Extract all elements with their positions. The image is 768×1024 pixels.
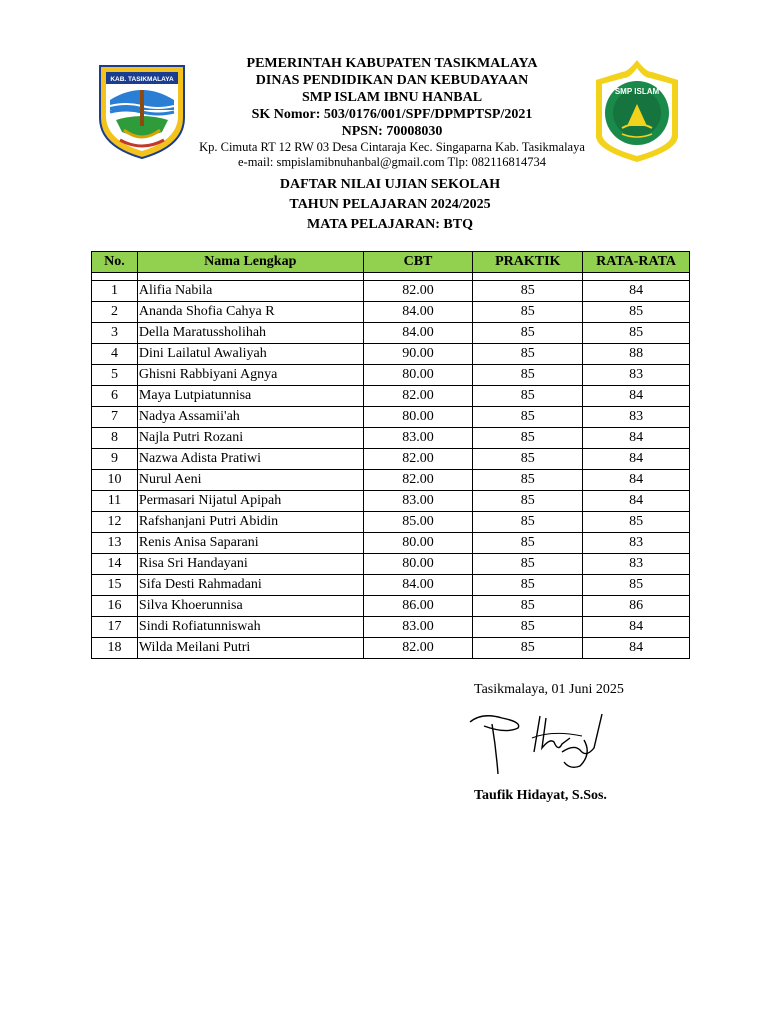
praktik-score: 85 (473, 470, 583, 491)
student-name: Sifa Desti Rahmadani (137, 575, 363, 596)
table-row (92, 638, 690, 659)
row-number: 17 (92, 617, 138, 638)
average-score: 85 (583, 302, 690, 323)
student-name: Sindi Rofiatunniswah (137, 617, 363, 638)
praktik-score: 85 (473, 344, 583, 365)
student-name: Nadya Assamii'ah (137, 407, 363, 428)
student-name: Renis Anisa Saparani (137, 533, 363, 554)
title-line-3: MATA PELAJARAN: BTQ (307, 217, 473, 232)
row-number: 2 (92, 302, 138, 323)
praktik-score: 85 (473, 617, 583, 638)
row-number: 8 (92, 428, 138, 449)
header-cbt: CBT (363, 252, 473, 273)
cbt-score: 80.00 (363, 365, 473, 386)
row-number: 6 (92, 386, 138, 407)
cbt-score: 82.00 (363, 449, 473, 470)
place-date: Tasikmalaya, 01 Juni 2025 (474, 682, 624, 697)
praktik-score: 85 (473, 554, 583, 575)
student-name: Risa Sri Handayani (137, 554, 363, 575)
student-name: Della Maratussholihah (137, 323, 363, 344)
signer-name: Taufik Hidayat, S.Sos. (474, 788, 607, 803)
student-name: Najla Putri Rozani (137, 428, 363, 449)
row-number: 10 (92, 470, 138, 491)
header-praktik: PRAKTIK (473, 252, 583, 273)
cbt-score: 84.00 (363, 323, 473, 344)
average-score: 85 (583, 323, 690, 344)
average-score: 84 (583, 491, 690, 512)
row-number: 5 (92, 365, 138, 386)
letterhead-line-2: DINAS PENDIDIKAN DAN KEBUDAYAAN (255, 73, 529, 88)
row-number: 16 (92, 596, 138, 617)
table-row (92, 386, 690, 407)
kab-tasikmalaya-logo (96, 60, 188, 160)
row-number: 14 (92, 554, 138, 575)
table-body (92, 273, 690, 659)
student-name: Dini Lailatul Awaliyah (137, 344, 363, 365)
table-row (92, 428, 690, 449)
average-score: 86 (583, 596, 690, 617)
table-row (92, 554, 690, 575)
table-row (92, 302, 690, 323)
cbt-score: 80.00 (363, 533, 473, 554)
student-name: Wilda Meilani Putri (137, 638, 363, 659)
table-row (92, 491, 690, 512)
spacer-row (92, 273, 690, 281)
signature-image (462, 708, 612, 780)
cbt-score: 84.00 (363, 575, 473, 596)
average-score: 85 (583, 512, 690, 533)
cbt-score: 80.00 (363, 407, 473, 428)
student-name: Maya Lutpiatunnisa (137, 386, 363, 407)
row-number: 4 (92, 344, 138, 365)
praktik-score: 85 (473, 323, 583, 344)
cbt-score: 84.00 (363, 302, 473, 323)
average-score: 84 (583, 470, 690, 491)
average-score: 83 (583, 365, 690, 386)
row-number: 7 (92, 407, 138, 428)
title-line-1: DAFTAR NILAI UJIAN SEKOLAH (279, 177, 501, 192)
average-score: 84 (583, 386, 690, 407)
praktik-score: 85 (473, 428, 583, 449)
row-number: 15 (92, 575, 138, 596)
student-name: Rafshanjani Putri Abidin (137, 512, 363, 533)
praktik-score: 85 (473, 533, 583, 554)
average-score: 84 (583, 617, 690, 638)
student-name: Alifia Nabila (137, 281, 363, 302)
average-score: 84 (583, 638, 690, 659)
row-number: 11 (92, 491, 138, 512)
table-row (92, 596, 690, 617)
letterhead-contact: e-mail: smpislamibnuhanbal@gmail.com Tlp: 082116814734 (237, 155, 546, 169)
student-name: Permasari Nijatul Apipah (137, 491, 363, 512)
row-number: 3 (92, 323, 138, 344)
table-row (92, 449, 690, 470)
praktik-score: 85 (473, 449, 583, 470)
student-name: Ananda Shofia Cahya R (137, 302, 363, 323)
praktik-score: 85 (473, 512, 583, 533)
title-line-2: TAHUN PELAJARAN 2024/2025 (289, 197, 491, 212)
letterhead-npsn: NPSN: 70008030 (341, 124, 443, 139)
average-score: 83 (583, 407, 690, 428)
cbt-score: 80.00 (363, 554, 473, 575)
table-row (92, 407, 690, 428)
cbt-score: 82.00 (363, 638, 473, 659)
header-no: No. (92, 252, 138, 273)
table-row (92, 365, 690, 386)
row-number: 1 (92, 281, 138, 302)
student-name: Nurul Aeni (137, 470, 363, 491)
cbt-score: 85.00 (363, 512, 473, 533)
praktik-score: 85 (473, 365, 583, 386)
cbt-score: 82.00 (363, 386, 473, 407)
student-name: Nazwa Adista Pratiwi (137, 449, 363, 470)
praktik-score: 85 (473, 281, 583, 302)
average-score: 83 (583, 533, 690, 554)
praktik-score: 85 (473, 491, 583, 512)
table-row (92, 617, 690, 638)
praktik-score: 85 (473, 575, 583, 596)
student-name: Ghisni Rabbiyani Agnya (137, 365, 363, 386)
average-score: 84 (583, 281, 690, 302)
cbt-score: 82.00 (363, 470, 473, 491)
header-rata-rata: RATA-RATA (583, 252, 690, 273)
praktik-score: 85 (473, 302, 583, 323)
average-score: 88 (583, 344, 690, 365)
row-number: 13 (92, 533, 138, 554)
cbt-score: 86.00 (363, 596, 473, 617)
table-row (92, 533, 690, 554)
letterhead-line-1: PEMERINTAH KABUPATEN TASIKMALAYA (246, 56, 538, 71)
average-score: 83 (583, 554, 690, 575)
student-name: Silva Khoerunnisa (137, 596, 363, 617)
letterhead-sk-number: SK Nomor: 503/0176/001/SPF/DPMPTSP/2021 (251, 107, 533, 122)
table-row (92, 512, 690, 533)
table-row (92, 575, 690, 596)
average-score: 84 (583, 449, 690, 470)
smp-islam-logo (594, 58, 680, 164)
cbt-score: 83.00 (363, 428, 473, 449)
document-title (90, 175, 690, 235)
logo-right-text: SMP ISLAM (614, 87, 660, 96)
cbt-score: 90.00 (363, 344, 473, 365)
row-number: 18 (92, 638, 138, 659)
row-number: 9 (92, 449, 138, 470)
table-row (92, 344, 690, 365)
praktik-score: 85 (473, 638, 583, 659)
cbt-score: 82.00 (363, 281, 473, 302)
table-row (92, 281, 690, 302)
table-row (92, 323, 690, 344)
header-name: Nama Lengkap (137, 252, 363, 273)
letterhead-address: Kp. Cimuta RT 12 RW 03 Desa Cintaraja Kec. Singaparna Kab. Tasikmalaya (199, 140, 585, 154)
praktik-score: 85 (473, 596, 583, 617)
table-header-row (92, 252, 690, 273)
average-score: 85 (583, 575, 690, 596)
letterhead-school-name: SMP ISLAM IBNU HANBAL (301, 90, 483, 105)
letterhead (190, 55, 594, 170)
cbt-score: 83.00 (363, 617, 473, 638)
praktik-score: 85 (473, 407, 583, 428)
logo-left-text: KAB. TASIKMALAYA (110, 76, 174, 83)
cbt-score: 83.00 (363, 491, 473, 512)
table-row (92, 470, 690, 491)
praktik-score: 85 (473, 386, 583, 407)
grades-table (91, 251, 690, 659)
row-number: 12 (92, 512, 138, 533)
average-score: 84 (583, 428, 690, 449)
